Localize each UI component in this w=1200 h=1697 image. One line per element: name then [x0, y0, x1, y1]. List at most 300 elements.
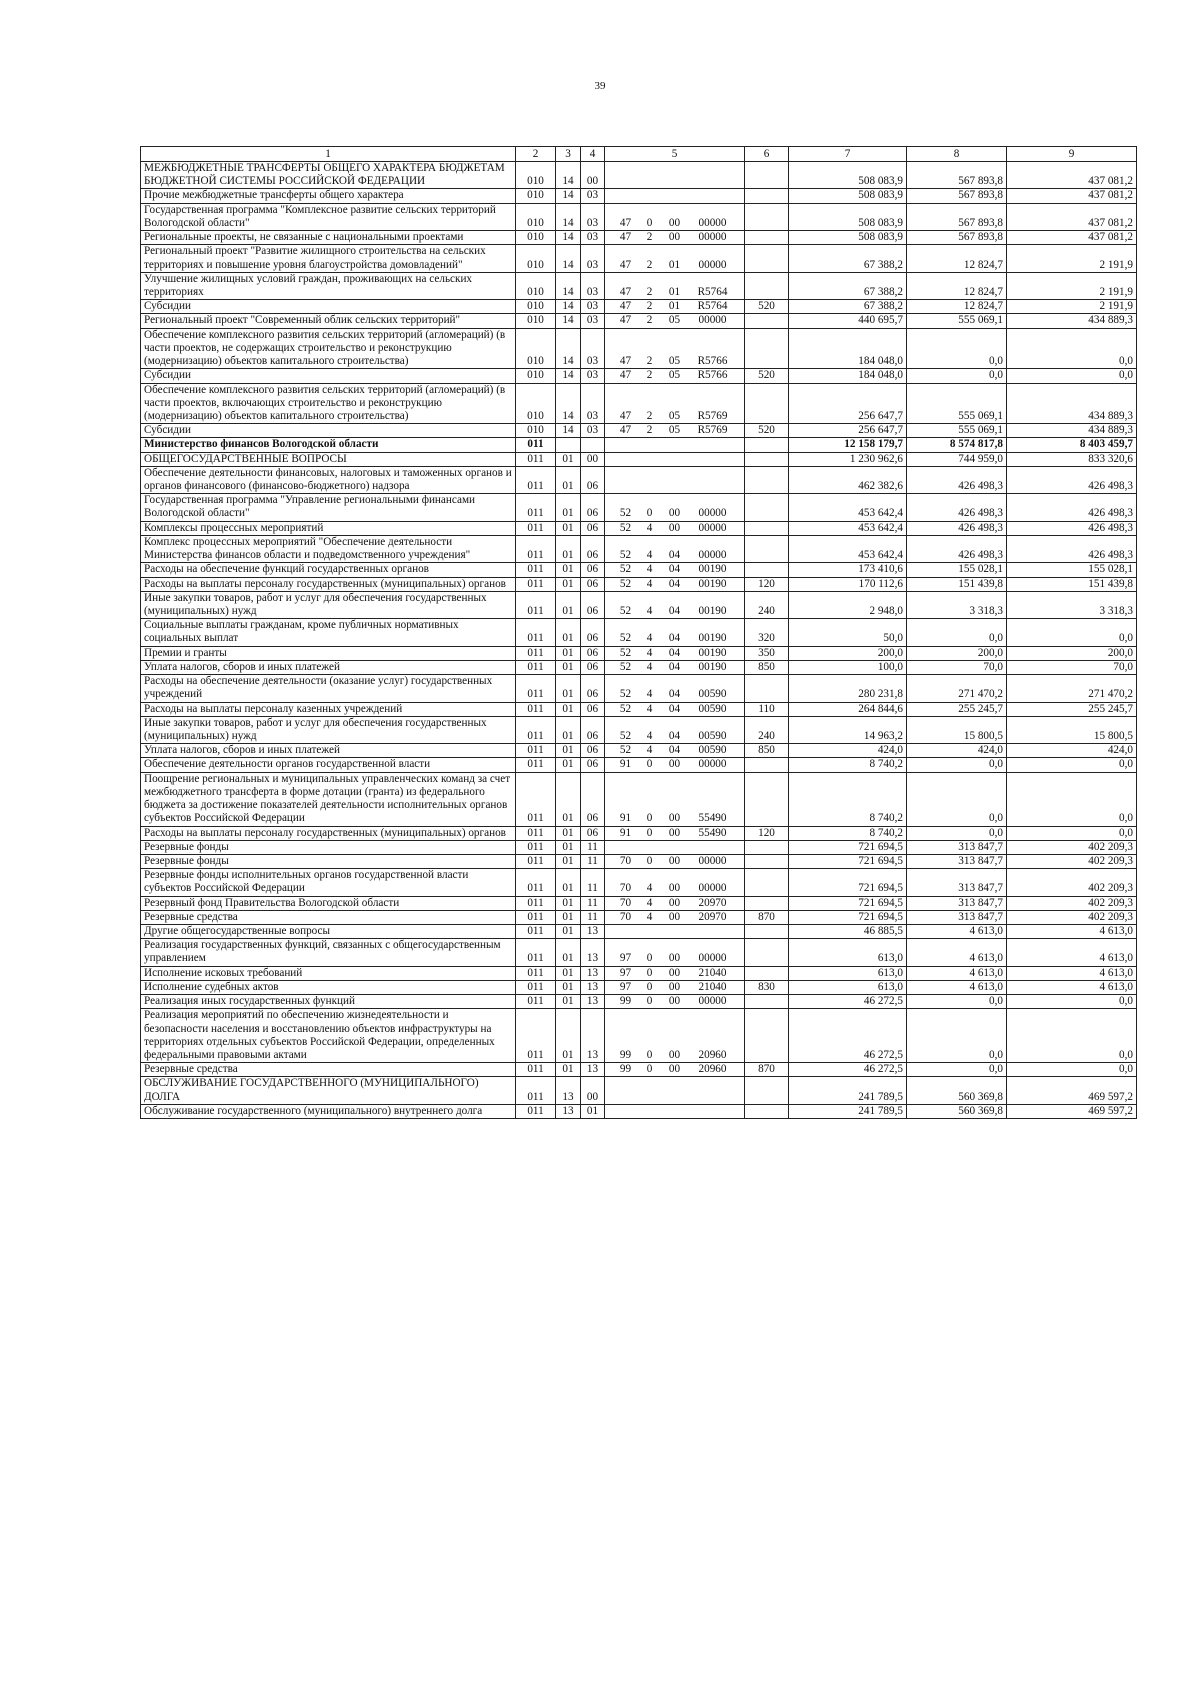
header-cell: 7 — [789, 147, 907, 162]
table-row — [141, 563, 1137, 577]
code-subsection: 13 — [556, 1104, 581, 1118]
target-article-part: 01 — [668, 258, 681, 271]
row-name: Резервные фонды — [141, 840, 516, 854]
code-chapter: 13 — [581, 939, 605, 966]
row-name: Резервные фонды исполнительных органов государственной власти субъектов Российской Федерации — [141, 869, 516, 896]
code-target-article — [605, 494, 745, 521]
code-section: 011 — [516, 1009, 556, 1063]
amount-col7: 12 158 179,7 — [789, 438, 907, 452]
code-section: 011 — [516, 702, 556, 716]
code-subsection: 01 — [556, 826, 581, 840]
amount-col9: 434 889,3 — [1007, 424, 1137, 438]
code-chapter: 06 — [581, 563, 605, 577]
code-subsection: 13 — [556, 1077, 581, 1104]
target-article-part: 47 — [619, 314, 632, 327]
target-article-part: 00000 — [698, 882, 727, 895]
amount-col7: 67 388,2 — [789, 245, 907, 272]
amount-col9: 424,0 — [1007, 744, 1137, 758]
amount-col7: 508 083,9 — [789, 189, 907, 203]
target-article-part: 2 — [646, 258, 653, 271]
target-article-part: 97 — [619, 966, 632, 979]
amount-col7: 462 382,6 — [789, 466, 907, 493]
code-target-article — [605, 939, 745, 966]
code-expense-type — [745, 675, 789, 702]
code-chapter: 13 — [581, 925, 605, 939]
target-article-part: 04 — [668, 632, 681, 645]
target-article-part: 91 — [619, 826, 632, 839]
code-chapter: 03 — [581, 272, 605, 299]
amount-col8: 0,0 — [907, 369, 1007, 383]
target-article-part: 05 — [668, 355, 681, 368]
code-subsection — [556, 438, 581, 452]
target-article-part: 00190 — [698, 632, 727, 645]
code-subsection: 01 — [556, 840, 581, 854]
code-expense-type — [745, 1009, 789, 1063]
amount-col7: 280 231,8 — [789, 675, 907, 702]
amount-col8: 426 498,3 — [907, 521, 1007, 535]
row-name: Государственная программа "Управление региональными финансами Вологодской области" — [141, 494, 516, 521]
code-section: 010 — [516, 245, 556, 272]
code-expense-type: 110 — [745, 702, 789, 716]
code-target-article — [605, 660, 745, 674]
code-subsection: 14 — [556, 369, 581, 383]
table-row — [141, 300, 1137, 314]
target-article-part: 00 — [668, 507, 681, 520]
amount-col9: 426 498,3 — [1007, 494, 1137, 521]
code-subsection: 14 — [556, 203, 581, 230]
table-row — [141, 966, 1137, 980]
amount-col9: 0,0 — [1007, 328, 1137, 369]
table-row — [141, 162, 1137, 189]
target-article-part: 4 — [646, 896, 653, 909]
target-article-part: 52 — [619, 507, 632, 520]
amount-col7: 46 885,5 — [789, 925, 907, 939]
code-subsection: 01 — [556, 619, 581, 646]
code-expense-type — [745, 1104, 789, 1118]
table-row — [141, 925, 1137, 939]
amount-col8: 4 613,0 — [907, 925, 1007, 939]
table-row — [141, 591, 1137, 618]
code-section: 011 — [516, 438, 556, 452]
header-cell: 2 — [516, 147, 556, 162]
amount-col8: 426 498,3 — [907, 494, 1007, 521]
target-article-part: 00 — [668, 910, 681, 923]
row-name: Исполнение исковых требований — [141, 966, 516, 980]
row-name: Исполнение судебных актов — [141, 980, 516, 994]
target-article-part: 00 — [668, 521, 681, 534]
target-article-part: 00000 — [698, 216, 727, 229]
target-article-part: 2 — [646, 314, 653, 327]
target-article-part: 00000 — [698, 758, 727, 771]
table-row — [141, 1009, 1137, 1063]
code-subsection: 01 — [556, 702, 581, 716]
code-expense-type: 870 — [745, 1063, 789, 1077]
code-expense-type — [745, 314, 789, 328]
target-article-part: 47 — [619, 285, 632, 298]
amount-col8: 0,0 — [907, 758, 1007, 772]
target-article-part: 91 — [619, 758, 632, 771]
amount-col7: 613,0 — [789, 966, 907, 980]
amount-col7: 721 694,5 — [789, 854, 907, 868]
code-target-article — [605, 854, 745, 868]
amount-col8: 0,0 — [907, 1009, 1007, 1063]
code-expense-type — [745, 203, 789, 230]
code-target-article — [605, 189, 745, 203]
target-article-part: 52 — [619, 577, 632, 590]
target-article-part: 00190 — [698, 605, 727, 617]
code-subsection: 14 — [556, 300, 581, 314]
amount-col9: 402 209,3 — [1007, 854, 1137, 868]
amount-col7: 184 048,0 — [789, 328, 907, 369]
header-cell: 5 — [605, 147, 745, 162]
target-article-part: 47 — [619, 355, 632, 368]
code-chapter: 11 — [581, 869, 605, 896]
amount-col8: 313 847,7 — [907, 869, 1007, 896]
code-subsection: 01 — [556, 966, 581, 980]
amount-col7: 14 963,2 — [789, 716, 907, 743]
target-article-part: 00190 — [698, 660, 727, 673]
code-target-article — [605, 1077, 745, 1104]
code-section: 010 — [516, 328, 556, 369]
amount-col7: 613,0 — [789, 980, 907, 994]
code-chapter: 06 — [581, 772, 605, 826]
target-article-part: 4 — [646, 549, 653, 562]
target-article-part: 2 — [646, 285, 653, 298]
amount-col8: 567 893,8 — [907, 203, 1007, 230]
code-target-article — [605, 424, 745, 438]
target-article-part: 4 — [646, 646, 653, 659]
table-row — [141, 203, 1137, 230]
target-article-part: 00 — [668, 1063, 681, 1076]
code-subsection: 14 — [556, 383, 581, 424]
amount-col8: 567 893,8 — [907, 231, 1007, 245]
row-name: Уплата налогов, сборов и иных платежей — [141, 744, 516, 758]
amount-col9: 3 318,3 — [1007, 591, 1137, 618]
target-article-part: 0 — [646, 507, 653, 520]
target-article-part: 4 — [646, 660, 653, 673]
amount-col7: 721 694,5 — [789, 869, 907, 896]
code-chapter — [581, 438, 605, 452]
code-expense-type — [745, 494, 789, 521]
code-subsection: 01 — [556, 675, 581, 702]
code-subsection: 01 — [556, 939, 581, 966]
code-expense-type: 240 — [745, 716, 789, 743]
target-article-part: 01 — [668, 300, 681, 313]
code-target-article — [605, 1104, 745, 1118]
amount-col8: 0,0 — [907, 619, 1007, 646]
amount-col8: 12 824,7 — [907, 245, 1007, 272]
code-expense-type — [745, 245, 789, 272]
row-name: Резервные средства — [141, 910, 516, 924]
target-article-part: 52 — [619, 688, 632, 701]
target-article-part: 00190 — [698, 563, 727, 576]
table-row — [141, 272, 1137, 299]
target-article-part: 05 — [668, 369, 681, 382]
target-article-part: 00000 — [698, 854, 727, 867]
amount-col8: 0,0 — [907, 995, 1007, 1009]
amount-col9: 833 320,6 — [1007, 452, 1137, 466]
amount-col8: 151 439,8 — [907, 577, 1007, 591]
target-article-part: 2 — [646, 355, 653, 368]
row-name: Обеспечение деятельности органов государственной власти — [141, 758, 516, 772]
code-section: 011 — [516, 535, 556, 562]
amount-col8: 200,0 — [907, 646, 1007, 660]
amount-col8: 15 800,5 — [907, 716, 1007, 743]
code-subsection: 01 — [556, 925, 581, 939]
code-subsection: 01 — [556, 980, 581, 994]
amount-col9: 155 028,1 — [1007, 563, 1137, 577]
target-article-part: 47 — [619, 258, 632, 271]
code-subsection: 14 — [556, 314, 581, 328]
amount-col7: 508 083,9 — [789, 162, 907, 189]
code-target-article — [605, 646, 745, 660]
code-section: 011 — [516, 466, 556, 493]
amount-col7: 170 112,6 — [789, 577, 907, 591]
code-target-article — [605, 466, 745, 493]
amount-col9: 4 613,0 — [1007, 980, 1137, 994]
code-expense-type — [745, 231, 789, 245]
row-name: Другие общегосударственные вопросы — [141, 925, 516, 939]
amount-col9: 0,0 — [1007, 369, 1137, 383]
table-row — [141, 660, 1137, 674]
target-article-part: 0 — [646, 1063, 653, 1076]
table-row — [141, 702, 1137, 716]
target-article-part: 0 — [646, 812, 653, 825]
target-article-part: 00000 — [698, 549, 727, 562]
amount-col7: 46 272,5 — [789, 1009, 907, 1063]
code-section: 011 — [516, 1063, 556, 1077]
amount-col8: 560 369,8 — [907, 1104, 1007, 1118]
code-expense-type: 850 — [745, 744, 789, 758]
target-article-part: 00590 — [698, 702, 727, 715]
target-article-part: 04 — [668, 563, 681, 576]
amount-col8: 424,0 — [907, 744, 1007, 758]
code-target-article — [605, 910, 745, 924]
target-article-part: 4 — [646, 563, 653, 576]
target-article-part: 70 — [619, 854, 632, 867]
amount-col7: 1 230 962,6 — [789, 452, 907, 466]
table-row — [141, 577, 1137, 591]
code-subsection: 14 — [556, 231, 581, 245]
code-subsection: 14 — [556, 272, 581, 299]
table-row — [141, 840, 1137, 854]
target-article-part: 97 — [619, 952, 632, 965]
code-target-article — [605, 826, 745, 840]
table-row — [141, 189, 1137, 203]
target-article-part: 00 — [668, 882, 681, 895]
target-article-part: 00000 — [698, 521, 727, 534]
row-name: Региональный проект "Современный облик сельских территорий" — [141, 314, 516, 328]
target-article-part: 70 — [619, 896, 632, 909]
table-row — [141, 383, 1137, 424]
code-expense-type — [745, 1077, 789, 1104]
code-section: 011 — [516, 854, 556, 868]
target-article-part: 97 — [619, 980, 632, 993]
code-expense-type: 120 — [745, 826, 789, 840]
code-expense-type — [745, 966, 789, 980]
target-article-part: R5764 — [697, 285, 728, 298]
amount-col9: 2 191,9 — [1007, 245, 1137, 272]
code-section: 011 — [516, 660, 556, 674]
code-section: 010 — [516, 383, 556, 424]
code-section: 010 — [516, 162, 556, 189]
row-name: Комплекс процессных мероприятий "Обеспечение деятельности Министерства финансов области и подведомственного учреждения" — [141, 535, 516, 562]
amount-col9: 4 613,0 — [1007, 925, 1137, 939]
target-article-part: 4 — [646, 577, 653, 590]
code-chapter: 03 — [581, 314, 605, 328]
amount-col9: 0,0 — [1007, 772, 1137, 826]
amount-col9: 426 498,3 — [1007, 535, 1137, 562]
target-article-part: 04 — [668, 702, 681, 715]
code-section: 011 — [516, 1077, 556, 1104]
table-row — [141, 744, 1137, 758]
amount-col9: 8 403 459,7 — [1007, 438, 1137, 452]
table-row — [141, 619, 1137, 646]
code-expense-type — [745, 925, 789, 939]
amount-col8: 555 069,1 — [907, 314, 1007, 328]
amount-col9: 402 209,3 — [1007, 840, 1137, 854]
target-article-part: 00 — [668, 966, 681, 979]
amount-col7: 100,0 — [789, 660, 907, 674]
amount-col7: 184 048,0 — [789, 369, 907, 383]
target-article-part: 0 — [646, 826, 653, 839]
code-chapter: 11 — [581, 840, 605, 854]
code-section: 010 — [516, 231, 556, 245]
target-article-part: 0 — [646, 995, 653, 1008]
row-name: Реализация иных государственных функций — [141, 995, 516, 1009]
code-section: 011 — [516, 563, 556, 577]
code-chapter: 06 — [581, 758, 605, 772]
code-expense-type: 120 — [745, 577, 789, 591]
row-name: Министерство финансов Вологодской области — [141, 438, 516, 452]
target-article-part: 4 — [646, 521, 653, 534]
amount-col7: 8 740,2 — [789, 826, 907, 840]
header-cell: 8 — [907, 147, 1007, 162]
target-article-part: 4 — [646, 744, 653, 757]
target-article-part: 47 — [619, 216, 632, 229]
row-name: Комплексы процессных мероприятий — [141, 521, 516, 535]
target-article-part: 4 — [646, 632, 653, 645]
target-article-part: 91 — [619, 812, 632, 825]
target-article-part: 04 — [668, 744, 681, 757]
amount-col7: 241 789,5 — [789, 1077, 907, 1104]
target-article-part: 0 — [646, 952, 653, 965]
amount-col8: 313 847,7 — [907, 854, 1007, 868]
amount-col7: 453 642,4 — [789, 494, 907, 521]
code-target-article — [605, 1009, 745, 1063]
code-expense-type — [745, 896, 789, 910]
target-article-part: 0 — [646, 980, 653, 993]
code-chapter: 00 — [581, 1077, 605, 1104]
amount-col7: 8 740,2 — [789, 758, 907, 772]
target-article-part: 4 — [646, 605, 653, 617]
code-target-article — [605, 272, 745, 299]
table-row — [141, 995, 1137, 1009]
amount-col8: 155 028,1 — [907, 563, 1007, 577]
target-article-part: 21040 — [698, 980, 727, 993]
row-name: Резервные средства — [141, 1063, 516, 1077]
target-article-part: 0 — [646, 966, 653, 979]
code-section: 011 — [516, 675, 556, 702]
table-row — [141, 328, 1137, 369]
amount-col8: 560 369,8 — [907, 1077, 1007, 1104]
code-subsection: 01 — [556, 591, 581, 618]
amount-col7: 508 083,9 — [789, 231, 907, 245]
code-chapter: 03 — [581, 231, 605, 245]
amount-col8: 8 574 817,8 — [907, 438, 1007, 452]
code-expense-type: 350 — [745, 646, 789, 660]
code-expense-type — [745, 383, 789, 424]
amount-col9: 0,0 — [1007, 995, 1137, 1009]
amount-col9: 4 613,0 — [1007, 966, 1137, 980]
code-chapter: 03 — [581, 328, 605, 369]
table-row — [141, 466, 1137, 493]
target-article-part: 00590 — [698, 688, 727, 701]
row-name: Региональный проект "Развитие жилищного строительства на сельских территориях и повышение уровня благоустройства домовладений" — [141, 245, 516, 272]
table-row — [141, 939, 1137, 966]
amount-col8: 4 613,0 — [907, 980, 1007, 994]
row-name: Иные закупки товаров, работ и услуг для обеспечения государственных (муниципальных) нужд — [141, 716, 516, 743]
amount-col9: 0,0 — [1007, 619, 1137, 646]
code-target-article — [605, 577, 745, 591]
target-article-part: 00 — [668, 812, 681, 825]
code-section: 010 — [516, 203, 556, 230]
target-article-part: 00000 — [698, 314, 727, 327]
code-target-article — [605, 535, 745, 562]
code-target-article — [605, 744, 745, 758]
amount-col7: 256 647,7 — [789, 383, 907, 424]
amount-col8: 4 613,0 — [907, 966, 1007, 980]
code-target-article — [605, 521, 745, 535]
code-section: 011 — [516, 646, 556, 660]
target-article-part: 52 — [619, 521, 632, 534]
row-name: Иные закупки товаров, работ и услуг для обеспечения государственных (муниципальных) нужд — [141, 591, 516, 618]
target-article-part: 52 — [619, 646, 632, 659]
code-chapter: 06 — [581, 535, 605, 562]
amount-col9: 0,0 — [1007, 826, 1137, 840]
table-row — [141, 896, 1137, 910]
amount-col8: 426 498,3 — [907, 535, 1007, 562]
code-expense-type: 870 — [745, 910, 789, 924]
target-article-part: 04 — [668, 660, 681, 673]
code-target-article — [605, 619, 745, 646]
table-row — [141, 369, 1137, 383]
table-row — [141, 424, 1137, 438]
page-number: 39 — [594, 80, 606, 92]
target-article-part: 21040 — [698, 966, 727, 979]
code-expense-type: 240 — [745, 591, 789, 618]
code-section: 011 — [516, 939, 556, 966]
amount-col8: 555 069,1 — [907, 383, 1007, 424]
row-name: Резервные фонды — [141, 854, 516, 868]
target-article-part: 20960 — [698, 1063, 727, 1076]
code-expense-type — [745, 438, 789, 452]
target-article-part: 47 — [619, 424, 632, 437]
code-expense-type — [745, 772, 789, 826]
amount-col7: 440 695,7 — [789, 314, 907, 328]
code-target-article — [605, 203, 745, 230]
code-section: 010 — [516, 189, 556, 203]
amount-col8: 70,0 — [907, 660, 1007, 674]
target-article-part: 52 — [619, 563, 632, 576]
amount-col9: 0,0 — [1007, 758, 1137, 772]
code-subsection: 01 — [556, 995, 581, 1009]
target-article-part: 00 — [668, 854, 681, 867]
code-target-article — [605, 772, 745, 826]
code-expense-type: 520 — [745, 424, 789, 438]
code-chapter: 03 — [581, 369, 605, 383]
code-target-article — [605, 383, 745, 424]
